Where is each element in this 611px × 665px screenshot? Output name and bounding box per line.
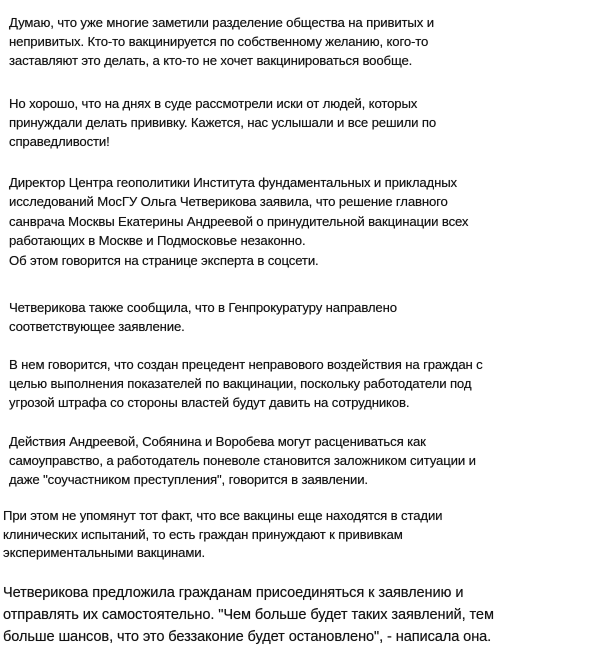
paragraph-intro bbox=[9, 13, 434, 70]
text-line: соответствующее заявление. bbox=[9, 319, 185, 334]
text-line: справедливости! bbox=[9, 134, 110, 149]
paragraph-director bbox=[9, 173, 468, 270]
text-line: Думаю, что уже многие заметили разделение общества на привитых и bbox=[9, 15, 434, 30]
text-line: При этом не упомянут тот факт, что все вакцины еще находятся в стадии bbox=[3, 508, 443, 523]
paragraph-proposal bbox=[3, 582, 494, 648]
text-line: клинических испытаний, то есть граждан принуждают к прививкам bbox=[3, 526, 403, 542]
text-line: Четверикова также сообщила, что в Генпрокуратуру направлено bbox=[9, 300, 397, 315]
text-line: Директор Центра геополитики Института фундаментальных и прикладных bbox=[9, 175, 457, 190]
text-line: санврача Москвы Екатерины Андреевой о принудительной вакцинации всех bbox=[9, 213, 469, 229]
text-line: Действия Андреевой, Собянина и Воробева могут расцениваться как bbox=[9, 434, 426, 449]
text-line: больше шансов, что это беззаконие будет остановлено", - написала она. bbox=[3, 629, 492, 645]
text-line: Но хорошо, что на днях в суде рассмотрели иски от людей, которых bbox=[9, 96, 418, 111]
text-line: угрозой штрафа со стороны властей будут давить на сотрудников. bbox=[9, 395, 410, 410]
text-line: экспериментальными вакцинами. bbox=[3, 545, 205, 560]
text-line: отправлять их самостоятельно. "Чем больше будет таких заявлений, тем bbox=[3, 607, 494, 623]
text-line: В нем говорится, что создан прецедент неправового воздействия на граждан с bbox=[9, 357, 483, 372]
paragraph-prosecutor bbox=[9, 298, 397, 336]
paragraph-precedent bbox=[9, 355, 483, 412]
text-line: целью выполнения показателей по вакцинации, поскольку работодатели под bbox=[9, 376, 472, 391]
text-line: заставляют это делать, а кто-то не хочет вакцинироваться вообще. bbox=[9, 53, 413, 68]
text-line: исследований МосГУ Ольга Четверикова заявила, что решение главного bbox=[9, 194, 448, 210]
text-line: непривитых. Кто-то вакцинируется по собственному желанию, кого-то bbox=[9, 34, 429, 49]
text-line: Четверикова предложила гражданам присоединяться к заявлению и bbox=[3, 585, 464, 601]
paragraph-court bbox=[9, 94, 436, 151]
text-line: даже "соучастником преступления", говорится в заявлении. bbox=[9, 472, 368, 487]
text-line: работающих в Москве и Подмосковье незаконно. bbox=[9, 233, 306, 249]
text-line: принуждали делать прививку. Кажется, нас услышали и все решили по bbox=[9, 115, 437, 130]
text-line: Об этом говорится на странице эксперта в соцсети. bbox=[9, 252, 319, 268]
paragraph-actions bbox=[9, 432, 476, 489]
paragraph-trials bbox=[3, 507, 442, 563]
text-line: самоуправство, а работодатель поневоле становится заложником ситуации и bbox=[9, 453, 476, 468]
